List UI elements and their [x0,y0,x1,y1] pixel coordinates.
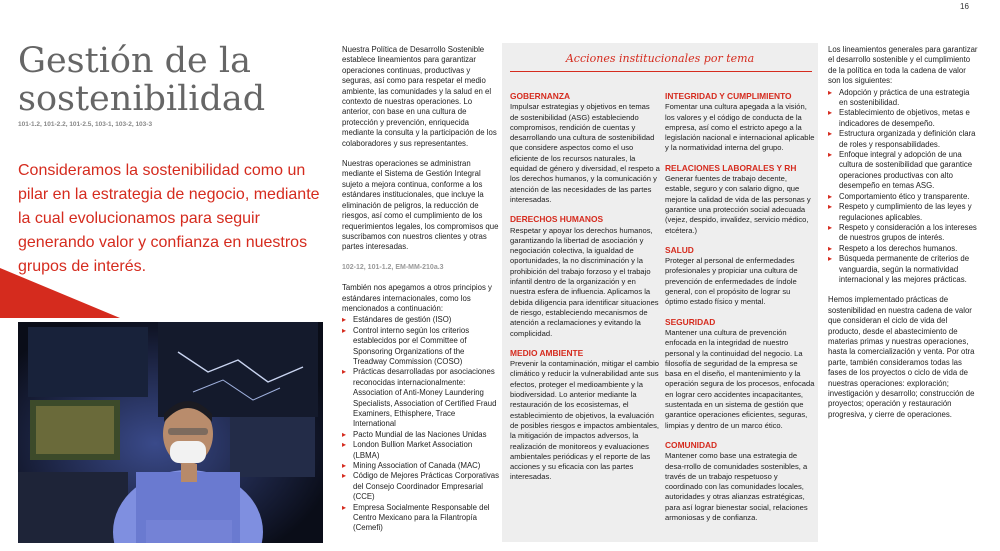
theme-heading-human-rights: DERECHOS HUMANOS [510,214,604,225]
list-item: ▸ Empresa Socialmente Responsable del Centro Mexicano para la Filantropía (Cemefi) [342,503,500,534]
paragraph-management-system: Nuestras operaciones se administran mediante el Sistema de Gestión Integral sujeto a mejora continua, conforme a los estándares institucionales, que incluye la eliminación de peligros, la reducción de riesgos, así como el cumplimiento de los requerimientos legales, los compromisos que suscribamos con nuestros clientes y otras partes interesadas. [342,159,499,252]
gri-codes: 101-1.2, 101-2.2, 101-2.5, 103-1, 103-2, 103-3 [18,121,153,128]
page-title [18,42,318,118]
theme-heading-community: COMUNIDAD [665,439,718,450]
list-item: ▸ Control interno según los criterios establecidos por el Committee of Sponsoring Organizations of the Treadway Commission (COSO) [342,326,500,368]
list-item: ▸ Adopción y práctica de una estrategia en sostenibilidad. [828,88,978,109]
list-item: ▸ Enfoque integral y adopción de una cultura de sostenibilidad que garantice operaciones productivas con alto desempeño en temas ASG. [828,150,978,192]
actions-column-left [510,91,660,492]
theme-text-integrity: Fomentar una cultura apegada a la visión, los valores y el código de conducta de la empresa, así como el estricto apego a la legislación nacional e internacional aplicable y la normatividad interna del grupo. [665,102,815,153]
list-item: ▸ Establecimiento de objetivos, metas e indicadores de desempeño. [828,108,978,129]
text-column-1 [342,45,500,534]
page-number: 16 [960,2,969,11]
theme-heading-governance: GOBERNANZA [510,91,571,101]
standards-list [342,315,500,534]
paragraph-guidelines-intro: Los lineamientos generales para garantizar el desarrollo sostenible y el cumplimiento de la política en toda la cadena de valor son los siguientes: [828,45,978,86]
theme-text-community: Mantener como base una estrategia de desa-rrollo de comunidades sostenibles, a través de un trabajo respetuoso y coordinado con las comunidades locales, autoridades y otras alianzas estratégicas, para así lograr bienestar social, relaciones armoniosas y de confianza. [665,451,808,522]
list-item: ▸ Pacto Mundial de las Naciones Unidas [342,430,500,440]
theme-heading-health: SALUD [665,244,694,255]
list-item: ▸ Respeto y cumplimiento de las leyes y regulaciones aplicables. [828,202,978,223]
lead-statement: Consideramos la sostenibilidad como un pilar en la estrategia de negocio, mediante la cual evolucionamos para seguir generando valor y confianza en nuestros grupos de interés. [18,162,320,275]
list-item: ▸ Estándares de gestión (ISO) [342,315,500,325]
list-item: ▸ Código de Mejores Prácticas Corporativas del Consejo Coordinador Empresarial (CCE) [342,471,500,502]
photo-engineer-control-room [18,322,323,543]
theme-text-governance: Impulsar estrategias y objetivos en temas de sostenibilidad (ASG) estableciendo compromisos, rendición de cuentas y desarrollando una cultura de sostenibilidad que considere aspectos como el uso eficiente de los recursos naturales, la equidad de género y diversidad, el respeto a los derechos humanos, y la comunicación y atención de las necesidades de las partes interesadas. [510,102,660,204]
list-item: ▸ Estructura organizada y definición clara de roles y responsabilidades. [828,129,978,150]
actions-box-title: Acciones institucionales por tema [565,52,755,65]
theme-heading-environment: MEDIO AMBIENTE [510,347,584,358]
list-item: ▸ Prácticas desarrolladas por asociaciones reconocidas internacionalmente: Association of Anti-Money Laundering Specialists, Association of Certified Fraud Examiners, Ethisphere, Trace International [342,367,500,429]
theme-text-human-rights: Respetar y apoyar los derechos humanos, garantizando la libertad de asociación y negociación colectiva, la igualdad de oportunidades, la no discriminación y la prohibición del trabajo forzoso y el trabajo infantil dentro de la organización y en nuestra esfera de influencia. Aplicamos la debida diligencia para identificar situaciones de riesgo, estableciendo mecanismos de atención a reclamaciones y evitando la complicidad. [510,225,659,338]
title-line-2: sostenibilidad [18,79,266,119]
actions-column-right [665,91,815,532]
text-column-4 [828,45,978,430]
theme-heading-labor-relations: RELACIONES LABORALES Y RH [665,162,797,173]
guidelines-list [828,88,978,286]
list-item: ▸ Comportamiento ético y transparente. [828,192,978,202]
list-item: ▸ Respeto a los derechos humanos. [828,244,978,254]
paragraph-standards-intro: También nos apegamos a otros principios y estándares internacionales, como los mencionados a continuación: [342,283,492,313]
theme-text-safety: Mantener una cultura de prevención enfocada en la integridad de nuestro personal y la continuidad del negocio. La filosofía de seguridad de la empresa se basa en el diseño, el mantenimiento y la operación segura de los procesos, enfocada en lograr cero accidentes incapacitantes, sustentada en un sistema de gestión que garantice operaciones eficientes, seguras, limpias y dentro de un marco ético. [665,327,815,430]
theme-text-labor-relations: Generar fuentes de trabajo decente, estable, seguro y con salario digno, que mejore la calidad de vida de las personas y garantice una protección social adecuada (vejez, despido, invalidez, servicio médico, etcétera.) [665,174,811,235]
paragraph-value-chain: Hemos implementado prácticas de sostenibilidad en nuestra cadena de valor que consideran el ciclo de vida del producto, desde el abastecimiento de materias primas y nuestras operaciones, hasta la comercialización y venta. Por otra parte, también consideramos todas las fases de los proyectos o ciclo de vida de nuestras operaciones: exploración; investigación y desarrollo; construcción de proyectos; operación y restauración progresiva, y cierre de operaciones. [828,295,975,419]
list-item: ▸ Mining Association of Canada (MAC) [342,461,500,471]
theme-heading-integrity: INTEGRIDAD Y CUMPLIMIENTO [665,91,792,101]
theme-text-health: Proteger al personal de enfermedades profesionales y propiciar una cultura de prevención de enfermedades de índole general, con el propósito de lograr su óptimo estado físico y mental. [665,256,798,307]
theme-heading-safety: SEGURIDAD [665,316,716,327]
actions-box-divider [510,71,812,72]
list-item: ▸ Respeto y consideración a los intereses de nuestros grupos de interés. [828,223,978,244]
list-item: ▸ Búsqueda permanente de criterios de vanguardia, según la normatividad internacional y las mejores prácticas. [828,254,978,285]
paragraph-policy: Nuestra Política de Desarrollo Sostenible establece lineamientos para garantizar operaciones continuas, productivas y seguras, así como para respetar el medio ambiente, las comunidades y la salud en el contexto de nuestras operaciones. Lo anterior, con base en una cultura de protección y prevención, enriquecida mediante la consulta y la participación de los colaboradores y sus representantes. [342,45,497,148]
theme-text-environment: Prevenir la contaminación, mitigar el cambio climático y reducir la vulnerabilidad ante sus efectos, proteger el medioambiente y la biodiversidad. Lo anterior mediante la restauración de los ecosistemas, el establecimiento de objetivos, la evaluación de posibles riesgos e impactos ambientales, la mitigación de impactos adversos, la realización de monitoreos y evaluaciones ambientales periódicas y el reporte de las acciones y su eficacia con las partes interesadas. [510,359,660,482]
title-line-1: Gestión de la [18,41,251,81]
gri-codes-secondary: 102-12, 101-1.2, EM-MM-210a.3 [342,263,444,271]
list-item: ▸ London Bullion Market Association (LBMA) [342,440,500,461]
